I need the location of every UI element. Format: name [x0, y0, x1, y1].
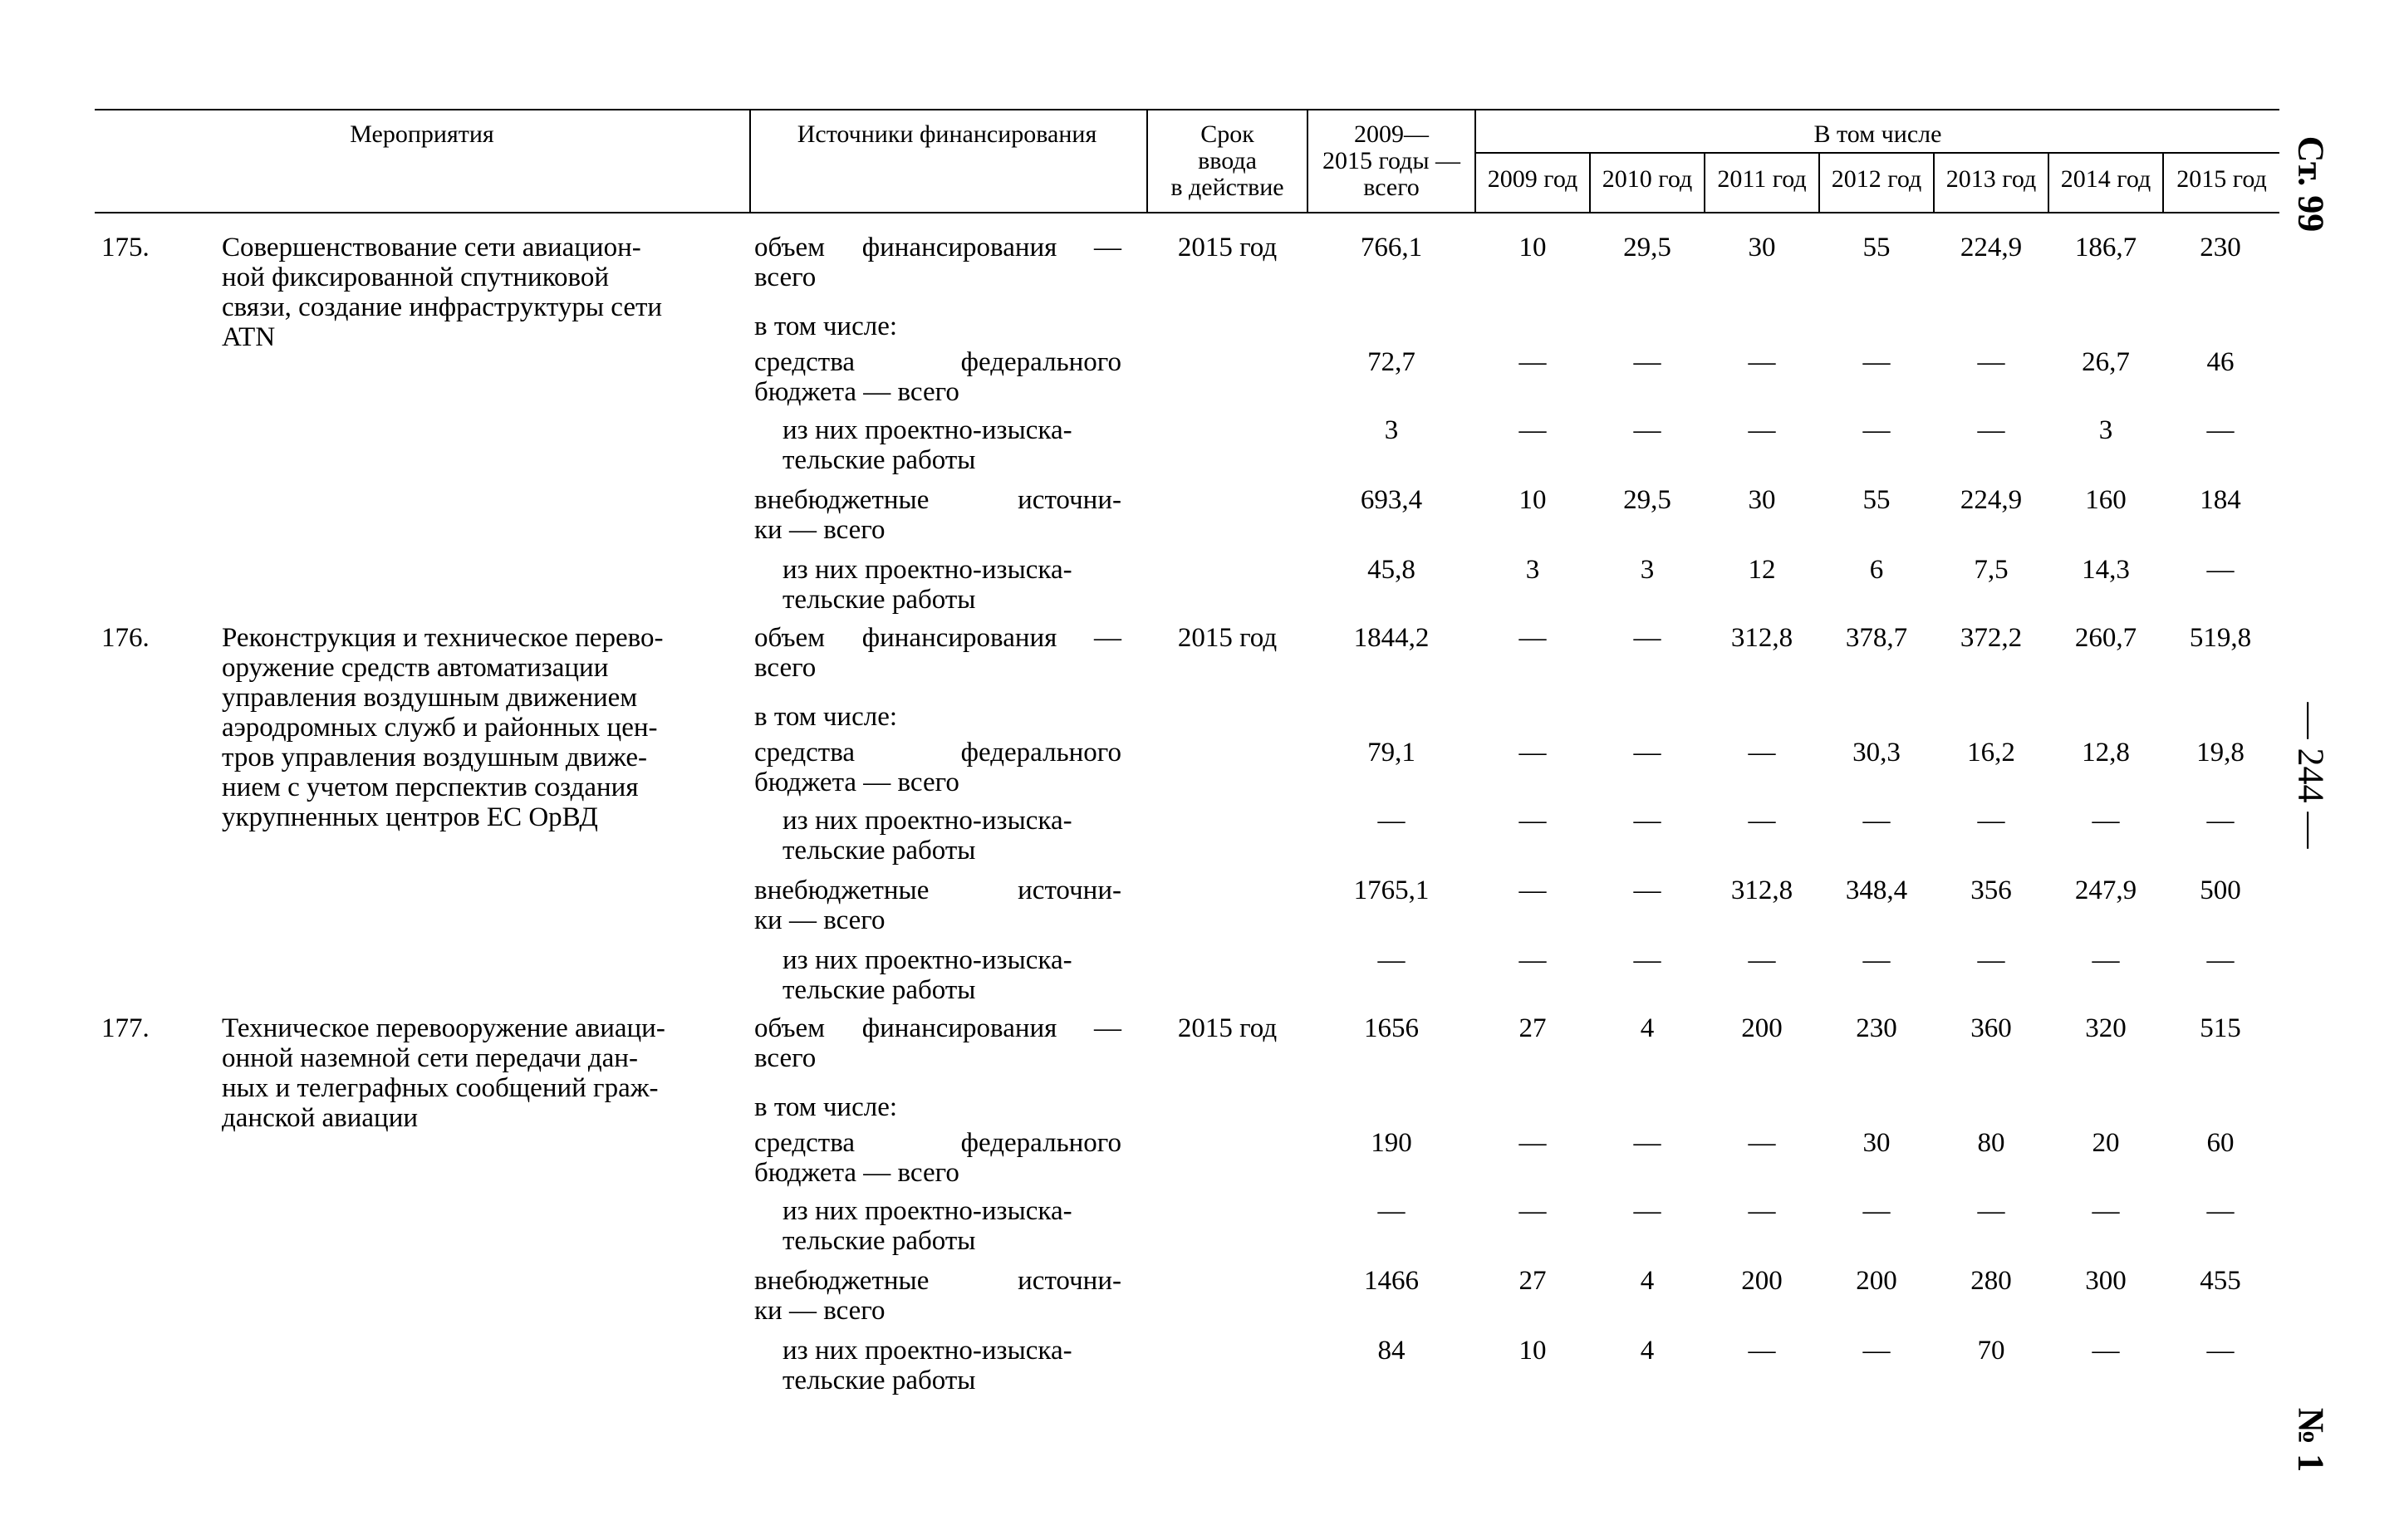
header-divider — [749, 109, 751, 213]
item-description-line: Техническое перевооружение авиаци- — [222, 1013, 665, 1043]
source-label: объем финансирования — — [754, 623, 1121, 653]
year-value: — — [1977, 945, 2005, 975]
item-description-line: данской авиации — [222, 1103, 419, 1133]
year-value: — — [1862, 945, 1891, 975]
year-value: — — [1518, 738, 1547, 768]
year-value: 186,7 — [2074, 233, 2137, 262]
year-value: 27 — [1518, 1266, 1547, 1296]
header-year: 2010 год — [1602, 165, 1693, 193]
header-sources: Источники финансирования — [797, 120, 1097, 148]
year-value: 372,2 — [1960, 623, 2023, 653]
year-value: 80 — [1977, 1128, 2005, 1158]
source-label: из них проектно-изыска- — [783, 1196, 1072, 1226]
year-value: — — [2206, 1196, 2235, 1226]
source-label: тельские работы — [783, 836, 976, 866]
year-value: 378,7 — [1845, 623, 1908, 653]
header-top-rule — [95, 109, 2279, 110]
item-description-line: ной фиксированной спутниковой — [222, 262, 610, 292]
item-number: 176. — [101, 623, 150, 653]
item-description-line: связи, создание инфраструктуры сети — [222, 292, 663, 322]
year-value: — — [1862, 806, 1891, 836]
total-value: 72,7 — [1367, 347, 1415, 377]
year-value: — — [1633, 1128, 1661, 1158]
year-value: 224,9 — [1960, 233, 2023, 262]
year-value: 10 — [1518, 485, 1547, 515]
year-value: — — [1748, 1196, 1776, 1226]
year-value: 6 — [1869, 555, 1884, 585]
total-value: — — [1377, 1196, 1406, 1226]
year-value: — — [2206, 415, 2235, 445]
year-value: — — [1862, 1336, 1891, 1366]
year-value: — — [1862, 1196, 1891, 1226]
source-label: средства федерального — [754, 738, 1121, 768]
year-value: — — [1748, 738, 1776, 768]
year-value: 3 — [1640, 555, 1655, 585]
year-value: — — [1748, 1128, 1776, 1158]
year-value: — — [1748, 415, 1776, 445]
item-description-line: оружение средств автоматизации — [222, 653, 609, 683]
year-value: 7,5 — [1974, 555, 2009, 585]
year-value: 455 — [2200, 1266, 2241, 1296]
source-label: средства федерального — [754, 1128, 1121, 1158]
year-value: — — [1633, 1196, 1661, 1226]
source-label: в том числе: — [754, 1092, 898, 1122]
total-value: 84 — [1377, 1336, 1406, 1366]
year-value: 20 — [2092, 1128, 2120, 1158]
item-term: 2015 год — [1177, 623, 1278, 653]
year-value: 200 — [1741, 1266, 1783, 1296]
year-value: — — [1633, 415, 1661, 445]
year-value: — — [1633, 623, 1661, 653]
source-label: тельские работы — [783, 1226, 976, 1256]
year-value: — — [1977, 806, 2005, 836]
source-label: ки — всего — [754, 1296, 886, 1326]
source-label: внебюджетные источни- — [754, 875, 1121, 905]
year-value: — — [1633, 347, 1661, 377]
year-value: 29,5 — [1623, 485, 1671, 515]
year-value: 519,8 — [2189, 623, 2252, 653]
year-value: 4 — [1640, 1266, 1655, 1296]
year-value: 300 — [2085, 1266, 2127, 1296]
source-label: тельские работы — [783, 445, 976, 475]
year-value: — — [1518, 623, 1547, 653]
source-label: бюджета — всего — [754, 1158, 959, 1188]
header-including: В том числе — [1813, 120, 1942, 148]
year-value: — — [1518, 347, 1547, 377]
year-value: 30 — [1748, 485, 1776, 515]
item-term: 2015 год — [1177, 233, 1278, 262]
item-description-line: тров управления воздушным движе- — [222, 743, 647, 772]
year-value: — — [1633, 875, 1661, 905]
source-label: внебюджетные источни- — [754, 1266, 1121, 1296]
year-value: — — [1633, 945, 1661, 975]
header-total: 2009— 2015 годы — всего — [1322, 120, 1461, 201]
year-value: — — [2206, 806, 2235, 836]
header-year: 2014 год — [2060, 165, 2151, 193]
side-page-ref: Ст. 99 — [2290, 135, 2332, 233]
year-value: 10 — [1518, 1336, 1547, 1366]
year-value: 3 — [1525, 555, 1540, 585]
year-value: 160 — [2085, 485, 2127, 515]
source-label: всего — [754, 653, 817, 683]
year-value: 30,3 — [1852, 738, 1901, 768]
item-description-line: ATN — [222, 322, 276, 352]
year-value: 55 — [1862, 233, 1891, 262]
total-value: 190 — [1371, 1128, 1412, 1158]
source-label: тельские работы — [783, 975, 976, 1005]
year-value: 224,9 — [1960, 485, 2023, 515]
item-description-line: управления воздушным движением — [222, 683, 638, 713]
total-value: 79,1 — [1367, 738, 1415, 768]
source-label: ки — всего — [754, 905, 886, 935]
year-value: — — [1518, 1128, 1547, 1158]
year-value: 230 — [2200, 233, 2241, 262]
source-label: в том числе: — [754, 311, 898, 341]
source-label: средства федерального — [754, 347, 1121, 377]
year-value: — — [2092, 945, 2120, 975]
header-measures: Мероприятия — [350, 120, 494, 148]
year-value: — — [1748, 347, 1776, 377]
year-value: 348,4 — [1845, 875, 1908, 905]
source-label: всего — [754, 262, 817, 292]
year-value: 4 — [1640, 1336, 1655, 1366]
item-description-line: Совершенствование сети авиацион- — [222, 233, 641, 262]
year-value: 14,3 — [2082, 555, 2130, 585]
total-value: 45,8 — [1367, 555, 1415, 585]
item-description-line: ных и телеграфных сообщений граж- — [222, 1073, 659, 1103]
header-years-rule — [1476, 152, 2279, 154]
year-value: 260,7 — [2074, 623, 2137, 653]
year-value: 320 — [2085, 1013, 2127, 1043]
year-value: 26,7 — [2082, 347, 2130, 377]
year-value: 312,8 — [1730, 623, 1793, 653]
item-number: 175. — [101, 233, 150, 262]
total-value: 1765,1 — [1353, 875, 1430, 905]
year-value: 3 — [2098, 415, 2113, 445]
year-value: 46 — [2206, 347, 2235, 377]
year-value: 184 — [2200, 485, 2241, 515]
year-value: 19,8 — [2196, 738, 2245, 768]
year-value: 312,8 — [1730, 875, 1793, 905]
year-value: — — [1977, 1196, 2005, 1226]
source-label: внебюджетные источни- — [754, 485, 1121, 515]
year-value: — — [2206, 555, 2235, 585]
year-value: — — [2206, 945, 2235, 975]
year-value: — — [1518, 415, 1547, 445]
year-value: 16,2 — [1967, 738, 2015, 768]
header-bottom-rule — [95, 212, 2279, 213]
source-label: из них проектно-изыска- — [783, 806, 1072, 836]
year-value: 200 — [1741, 1013, 1783, 1043]
year-value: 60 — [2206, 1128, 2235, 1158]
header-year: 2012 год — [1831, 165, 1922, 193]
header-year: 2011 год — [1717, 165, 1807, 193]
year-value: 500 — [2200, 875, 2241, 905]
item-description-line: укрупненных центров ЕС ОрВД — [222, 802, 598, 832]
source-label: ки — всего — [754, 515, 886, 545]
source-label: тельские работы — [783, 1366, 976, 1395]
source-label: из них проектно-изыска- — [783, 555, 1072, 585]
item-number: 177. — [101, 1013, 150, 1043]
year-value: — — [1977, 415, 2005, 445]
year-value: — — [2092, 1336, 2120, 1366]
year-value: — — [1633, 738, 1661, 768]
total-value: 3 — [1384, 415, 1399, 445]
year-value: 27 — [1518, 1013, 1547, 1043]
year-value: 4 — [1640, 1013, 1655, 1043]
side-issue: № 1 — [2290, 1407, 2332, 1473]
year-value: — — [1633, 806, 1661, 836]
header-term: Срок ввода в действие — [1170, 120, 1284, 201]
year-value: 12,8 — [2082, 738, 2130, 768]
year-value: 10 — [1518, 233, 1547, 262]
source-label: объем финансирования — — [754, 1013, 1121, 1043]
year-value: — — [1518, 806, 1547, 836]
source-label: объем финансирования — — [754, 233, 1121, 262]
year-value: — — [1518, 1196, 1547, 1226]
year-value: — — [1748, 806, 1776, 836]
item-description-line: нием с учетом перспектив создания — [222, 772, 639, 802]
year-value: 247,9 — [2074, 875, 2137, 905]
year-value: — — [1977, 347, 2005, 377]
total-value: 1656 — [1364, 1013, 1419, 1043]
item-description-line: Реконструкция и техническое перево- — [222, 623, 664, 653]
year-value: — — [1518, 875, 1547, 905]
year-value: 280 — [1970, 1266, 2012, 1296]
year-value: — — [2092, 1196, 2120, 1226]
source-label: тельские работы — [783, 585, 976, 615]
total-value: — — [1377, 945, 1406, 975]
year-value: — — [2092, 806, 2120, 836]
year-value: — — [1748, 945, 1776, 975]
year-value: 515 — [2200, 1013, 2241, 1043]
year-value: — — [1862, 347, 1891, 377]
source-label: бюджета — всего — [754, 377, 959, 407]
total-value: 1844,2 — [1353, 623, 1430, 653]
year-value: 70 — [1977, 1336, 2005, 1366]
year-value: — — [1518, 945, 1547, 975]
side-page-number: — 244 — — [2290, 702, 2332, 849]
source-label: бюджета — всего — [754, 768, 959, 797]
year-value: 12 — [1748, 555, 1776, 585]
total-value: 1466 — [1364, 1266, 1419, 1296]
total-value: 693,4 — [1360, 485, 1423, 515]
year-value: 360 — [1970, 1013, 2012, 1043]
item-term: 2015 год — [1177, 1013, 1278, 1043]
total-value: 766,1 — [1360, 233, 1423, 262]
year-value: 356 — [1970, 875, 2012, 905]
year-value: 200 — [1856, 1266, 1897, 1296]
source-label: в том числе: — [754, 702, 898, 732]
header-year: 2013 год — [1945, 165, 2037, 193]
item-description-line: онной наземной сети передачи дан- — [222, 1043, 638, 1073]
year-value: — — [1862, 415, 1891, 445]
source-label: из них проектно-изыска- — [783, 415, 1072, 445]
header-year: 2015 год — [2176, 165, 2267, 193]
year-value: 29,5 — [1623, 233, 1671, 262]
source-label: всего — [754, 1043, 817, 1073]
year-value: 55 — [1862, 485, 1891, 515]
year-value: 30 — [1862, 1128, 1891, 1158]
item-description-line: аэродромных служб и районных цен- — [222, 713, 658, 743]
total-value: — — [1377, 806, 1406, 836]
header-year: 2009 год — [1487, 165, 1578, 193]
source-label: из них проектно-изыска- — [783, 945, 1072, 975]
year-value: — — [2206, 1336, 2235, 1366]
year-value: 30 — [1748, 233, 1776, 262]
source-label: из них проектно-изыска- — [783, 1336, 1072, 1366]
year-value: 230 — [1856, 1013, 1897, 1043]
year-value: — — [1748, 1336, 1776, 1366]
